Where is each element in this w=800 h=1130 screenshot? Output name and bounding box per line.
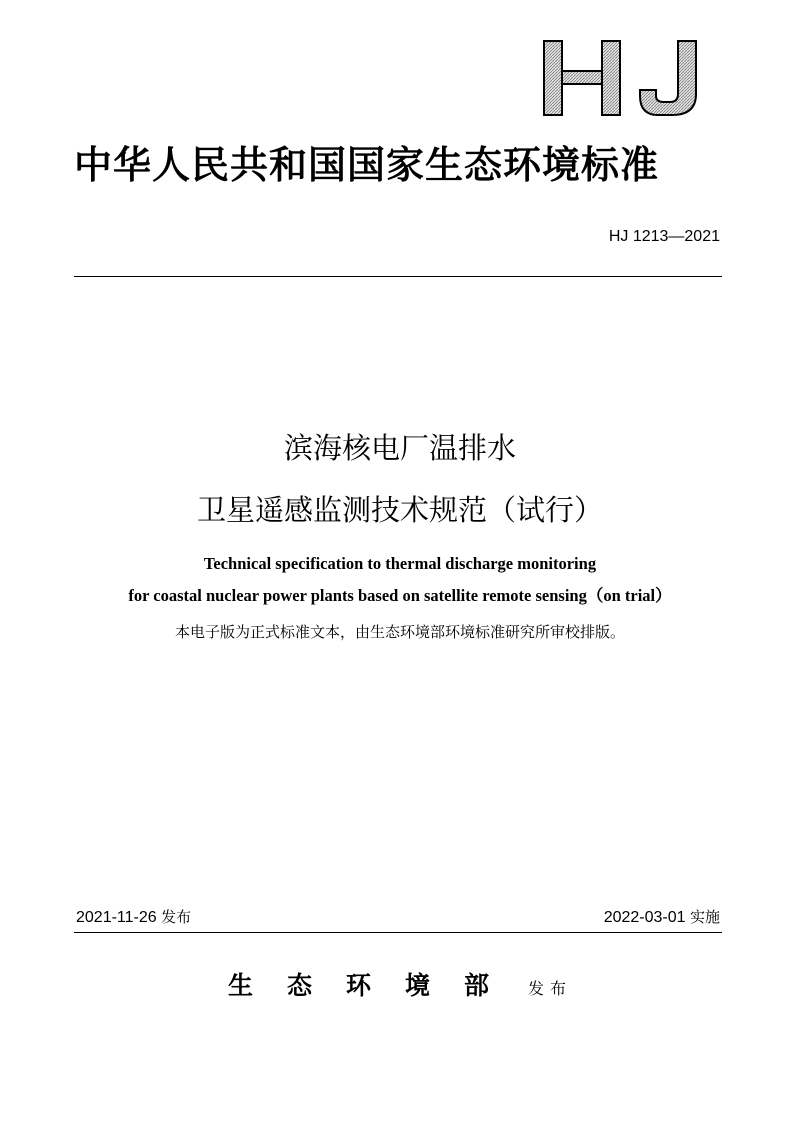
publisher-line bbox=[0, 968, 800, 1007]
edition-note: 本电子版为正式标准文本，由生态环境部环境标准研究所审校排版。 bbox=[174, 623, 625, 641]
title-chinese-line-1: 滨海核电厂温排水 bbox=[283, 431, 516, 465]
implementation-label: 实施 bbox=[689, 908, 720, 926]
title-english-line-1: Technical specification to thermal discharge monitoring bbox=[203, 554, 597, 573]
issue-date: 2021-11-26 bbox=[76, 909, 157, 926]
implementation-date-line bbox=[604, 907, 720, 928]
hj-logo bbox=[540, 38, 700, 118]
title-chinese-line-2: 卫星遥感监测技术规范（试行） bbox=[196, 493, 603, 527]
implementation-date: 2022-03-01 bbox=[603, 909, 686, 926]
publisher-name: 生态环境部 bbox=[227, 971, 523, 1000]
issue-date-line bbox=[76, 907, 191, 928]
standard-organization-title: 中华人民共和国国家生态环境标准 bbox=[74, 142, 660, 187]
bottom-divider bbox=[74, 932, 722, 933]
top-divider bbox=[74, 276, 722, 277]
publisher-verb: 发布 bbox=[528, 979, 573, 998]
title-english-line-2: for coastal nuclear power plants based on satellite remote sensing（on trial） bbox=[128, 586, 672, 605]
standard-code: HJ 1213—2021 bbox=[608, 228, 720, 245]
issue-label: 发布 bbox=[161, 908, 192, 926]
